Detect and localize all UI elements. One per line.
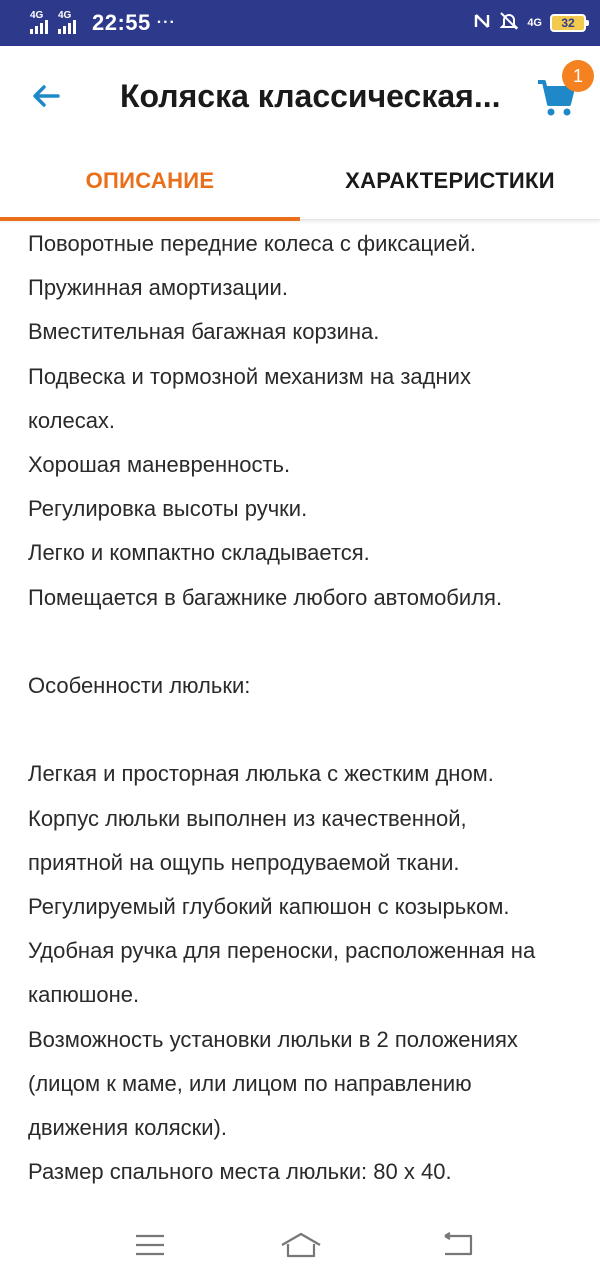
tab-description[interactable]: ОПИСАНИЕ (0, 142, 300, 220)
description-line: Возможность установки люльки в 2 положениях (28, 1026, 518, 1052)
tab-characteristics[interactable]: ХАРАКТЕРИСТИКИ (345, 168, 555, 193)
battery-icon (550, 14, 586, 32)
description-content[interactable] (28, 222, 588, 1202)
description-line: колесах. (28, 407, 116, 433)
description-line: движения коляски). (28, 1115, 227, 1141)
description-line: приятной на ощупь непродуваемой ткани. (28, 849, 460, 875)
arrow-left-icon (30, 80, 62, 112)
description-line: Регулируемый глубокий капюшон с козырьком. (28, 894, 510, 920)
back-nav-button[interactable] (433, 1225, 483, 1265)
system-nav-bar (0, 1205, 600, 1285)
menu-button[interactable] (125, 1225, 175, 1265)
description-line: Удобная ручка для переноски, расположенная на (28, 938, 536, 964)
status-time: 22:55 (92, 10, 151, 35)
menu-icon (135, 1233, 165, 1257)
network-type-label: 4G (58, 10, 72, 21)
description-line (28, 708, 588, 752)
description-line: Особенности люльки: (28, 673, 251, 699)
description-line: Подвеска и тормозной механизм на задних (28, 363, 471, 389)
network-type-label: 4G (30, 10, 44, 21)
signal-icon (30, 12, 48, 34)
description-line: Помещается в багажнике любого автомобиля. (28, 584, 503, 610)
description-line: Вместительная багажная корзина. (28, 319, 380, 345)
description-line: Корпус люльки выполнен из качественной, (28, 805, 467, 831)
description-line: Поворотные передние колеса с фиксацией. (28, 231, 477, 256)
cart-count-badge: 1 (562, 60, 594, 92)
app-header (0, 46, 600, 142)
nfc-icon (473, 12, 491, 35)
network-type-label: 4G (527, 17, 542, 29)
tab-bar (0, 142, 600, 220)
home-button[interactable] (276, 1225, 326, 1265)
description-line: Пружинная амортизации. (28, 275, 288, 301)
description-line: Легкая и просторная люлька с жестким дном. (28, 761, 494, 787)
description-line: Размер спального места люльки: 80 х 40. (28, 1159, 452, 1185)
home-icon (280, 1231, 322, 1259)
cart-button[interactable] (532, 65, 583, 118)
description-line: (лицом к маме, или лицом по направлению (28, 1070, 472, 1096)
status-more-dots: ··· (156, 14, 176, 31)
battery-level: 32 (561, 16, 575, 30)
back-button[interactable] (24, 74, 68, 118)
back-nav-icon (442, 1232, 474, 1258)
description-line: капюшоне. (28, 982, 140, 1008)
status-bar (0, 0, 600, 46)
description-line: Легко и компактно складывается. (28, 540, 370, 566)
description-line (28, 620, 588, 664)
mute-bell-icon (499, 11, 519, 36)
signal-icon (58, 12, 76, 34)
description-line: Регулировка высоты ручки. (28, 496, 308, 522)
page-title: Коляска классическая... (120, 78, 501, 114)
description-line: Хорошая маневренность. (28, 452, 291, 478)
